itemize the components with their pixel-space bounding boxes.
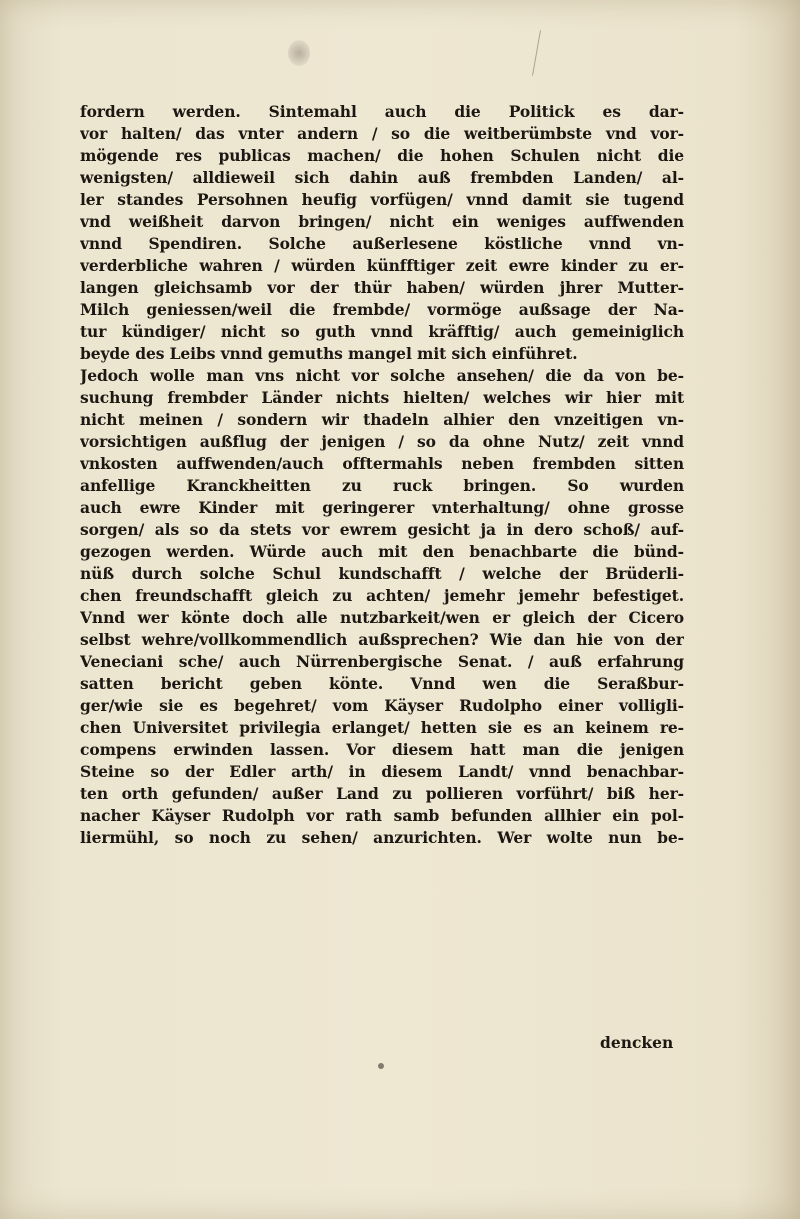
text-line: anfellige Kranckheitten zu ruck bringen. So wurden <box>80 476 684 495</box>
text-line: ger/wie sie es begehret/ vom Käyser Rudolpho einer volligli- <box>80 696 684 715</box>
text-line: ler standes Persohnen heufig vorfügen/ vnnd damit sie tugend <box>80 190 684 209</box>
text-line: nüß durch solche Schul kundschafft / welche der Brüderli- <box>80 564 684 583</box>
text-line: chen freundschafft gleich zu achten/ jemehr jemehr befestiget. <box>80 586 684 605</box>
text-line: gezogen werden. Würde auch mit den benachbarte die bünd- <box>80 542 684 561</box>
page-stain <box>288 40 310 66</box>
text-line: Jedoch wolle man vns nicht vor solche ansehen/ die da von be- <box>80 366 684 385</box>
text-line: liermühl, so noch zu sehen/ anzurichten. Wer wolte nun be- <box>80 828 684 847</box>
text-line: Vnnd wer könte doch alle nutzbarkeit/wen er gleich der Cicero <box>80 608 684 627</box>
text-line: chen Universitet privilegia erlanget/ hetten sie es an keinem re- <box>80 718 684 737</box>
text-line: Steine so der Edler arth/ in diesem Landt/ vnnd benachbar- <box>80 762 684 781</box>
text-line: vorsichtigen außflug der jenigen / so da ohne Nutz/ zeit vnnd <box>80 432 684 451</box>
text-line: langen gleichsamb vor der thür haben/ würden jhrer Mutter- <box>80 278 684 297</box>
text-line: auch ewre Kinder mit geringerer vnterhaltung/ ohne grosse <box>80 498 684 517</box>
text-line: fordern werden. Sintemahl auch die Politick es dar- <box>80 102 684 121</box>
text-line: sorgen/ als so da stets vor ewrem gesicht ja in dero schoß/ auf- <box>80 520 684 539</box>
text-line: vnkosten auffwenden/auch offtermahls neben frembden sitten <box>80 454 684 473</box>
text-line: selbst wehre/vollkommendlich außsprechen? Wie dan hie von der <box>80 630 684 649</box>
text-line: satten bericht geben könte. Vnnd wen die Seraßbur- <box>80 674 684 693</box>
catchword: dencken <box>600 1033 674 1052</box>
text-line: tur kündiger/ nicht so guth vnnd kräfftig/ auch gemeiniglich <box>80 322 684 341</box>
pencil-mark <box>532 30 541 75</box>
text-line: nacher Käyser Rudolph vor rath samb befunden allhier ein pol- <box>80 806 684 825</box>
body-text <box>80 101 684 849</box>
text-line: ten orth gefunden/ außer Land zu pollieren vorführt/ biß her- <box>80 784 684 803</box>
text-line: compens erwinden lassen. Vor diesem hatt man die jenigen <box>80 740 684 759</box>
text-line: vnnd Spendiren. Solche außerlesene köstliche vnnd vn- <box>80 234 684 253</box>
text-line: verderbliche wahren / würden künfftiger zeit ewre kinder zu er- <box>80 256 684 275</box>
text-line: mögende res publicas machen/ die hohen Schulen nicht die <box>80 146 684 165</box>
text-line: suchung frembder Länder nichts hielten/ welches wir hier mit <box>80 388 684 407</box>
text-line: vor halten/ das vnter andern / so die weitberümbste vnd vor- <box>80 124 684 143</box>
text-line: wenigsten/ alldieweil sich dahin auß frembden Landen/ al- <box>80 168 684 187</box>
text-line: vnd weißheit darvon bringen/ nicht ein weniges auffwenden <box>80 212 684 231</box>
text-line: beyde des Leibs vnnd gemuths mangel mit sich einführet. <box>80 344 578 363</box>
ink-dot <box>378 1063 384 1069</box>
text-line: nicht meinen / sondern wir thadeln alhier den vnzeitigen vn- <box>80 410 684 429</box>
text-line: Milch geniessen/weil die frembde/ vormöge außsage der Na- <box>80 300 684 319</box>
text-line: Veneciani sche/ auch Nürrenbergische Senat. / auß erfahrung <box>80 652 684 671</box>
